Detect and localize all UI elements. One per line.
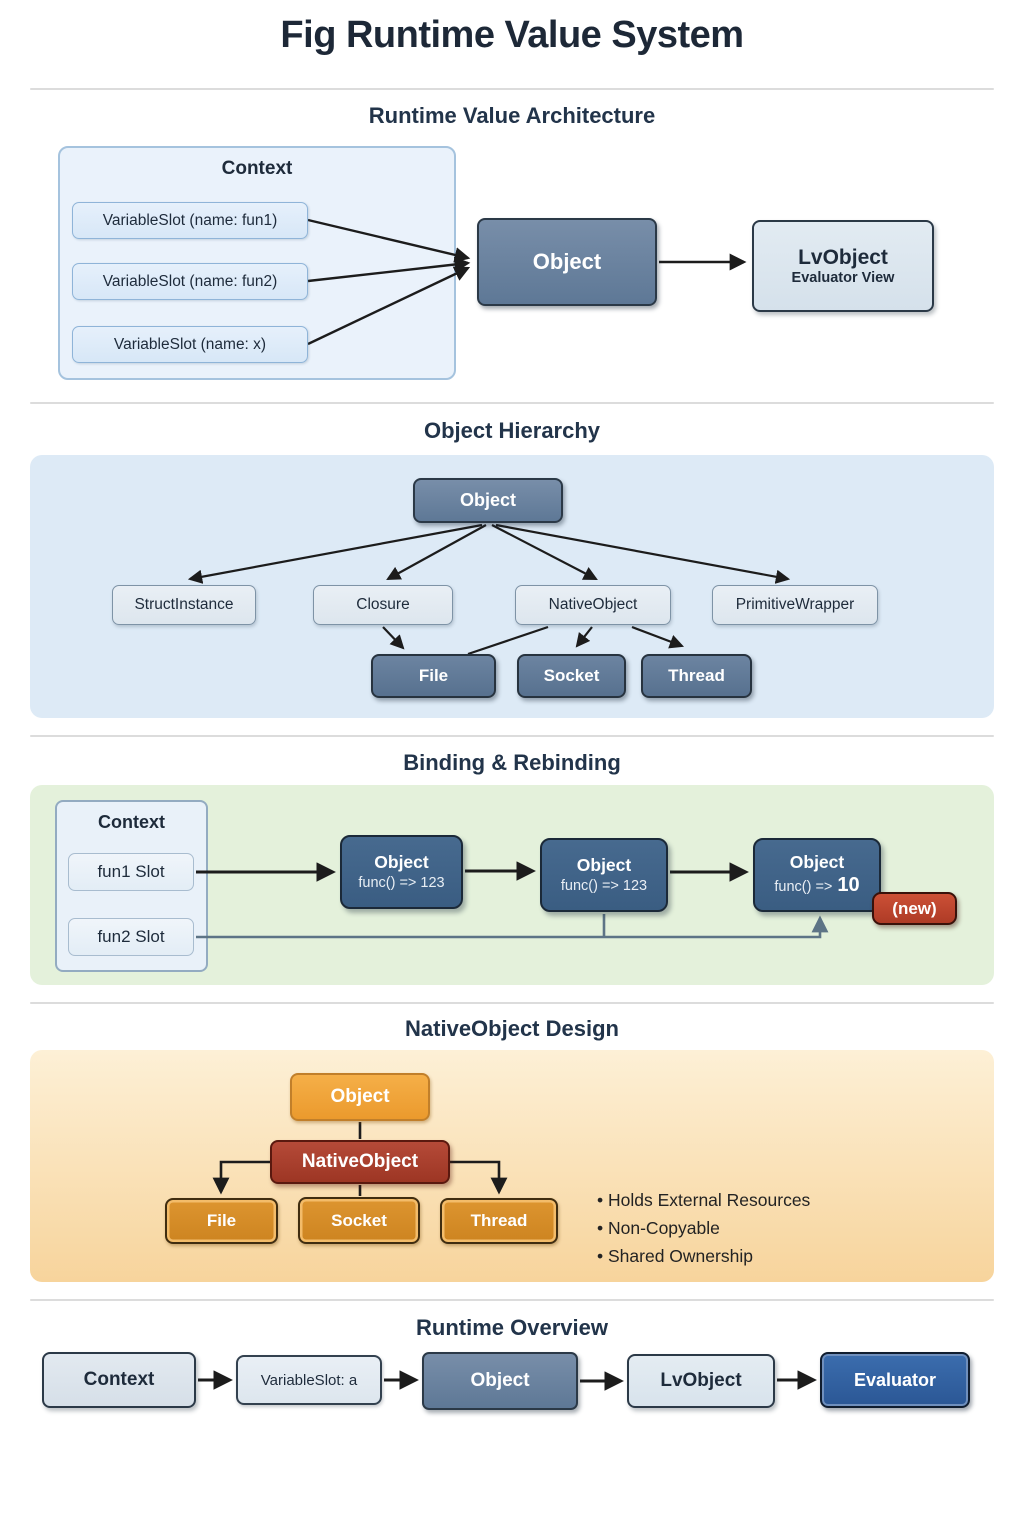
page-title: Fig Runtime Value System [280,14,744,56]
overview-variableslot: VariableSlot: a [236,1355,382,1405]
binding-object-1-title: Object [374,852,429,872]
hierarchy-thread: Thread [641,654,752,698]
binding-fun1-slot: fun1 Slot [68,853,194,891]
binding-object-2 [540,838,668,912]
native-design-panel [30,1050,994,1282]
binding-object-1 [340,835,463,909]
section-header-hierarchy: Object Hierarchy [423,418,601,443]
binding-object-2-value: func() => 123 [560,877,648,894]
binding-object-3-value [774,873,859,898]
object-node: Object [477,218,657,306]
variable-slot-x: VariableSlot (name: x) [72,326,308,363]
design-object: Object [290,1073,430,1121]
binding-object-1-value: func() => 123 [358,874,445,891]
binding-object-3 [753,838,881,912]
binding-object-2-title: Object [576,855,632,875]
overview-lvobject: LvObject [627,1354,775,1408]
design-bullet-2: • Non-Copyable [597,1218,720,1239]
hierarchy-file: File [371,654,496,698]
section-divider [30,1002,994,1004]
lvobject-sublabel: Evaluator View [791,269,895,286]
section-divider [30,1299,994,1301]
overview-object: Object [422,1352,578,1410]
new-badge: (new) [872,892,957,925]
hierarchy-socket: Socket [517,654,626,698]
section-divider [30,402,994,404]
section-header-architecture: Runtime Value Architecture [368,103,656,128]
hierarchy-nativeobject: NativeObject [515,585,671,625]
hierarchy-structinstance: StructInstance [112,585,256,625]
lvobject-label: LvObject [798,245,888,269]
binding-fun2-slot: fun2 Slot [68,918,194,956]
variable-slot-fun1: VariableSlot (name: fun1) [72,202,308,239]
section-header-overview: Runtime Overview [416,1315,608,1340]
section-header-native-design: NativeObject Design [405,1016,619,1041]
overview-context: Context [42,1352,196,1408]
context-label: Context [221,158,293,179]
variable-slot-fun2: VariableSlot (name: fun2) [72,263,308,300]
overview-evaluator: Evaluator [820,1352,970,1408]
hierarchy-primitivewrapper: PrimitiveWrapper [712,585,878,625]
design-thread: Thread [440,1198,558,1244]
design-bullet-3: • Shared Ownership [597,1246,753,1267]
hierarchy-closure: Closure [313,585,453,625]
hierarchy-root-object: Object [413,478,563,523]
design-socket: Socket [298,1197,420,1244]
binding-context-label: Context [98,812,165,832]
design-nativeobject: NativeObject [270,1140,450,1184]
binding-object-3-new-value: 10 [837,874,860,897]
design-file: File [165,1198,278,1244]
binding-object-3-title: Object [789,851,845,872]
section-header-binding: Binding & Rebinding [403,750,621,775]
section-divider [30,735,994,737]
lvobject-node [752,220,934,312]
design-bullet-1: • Holds External Resources [597,1190,810,1211]
section-divider [30,88,994,90]
binding-object-3-func: func() => [774,879,833,896]
